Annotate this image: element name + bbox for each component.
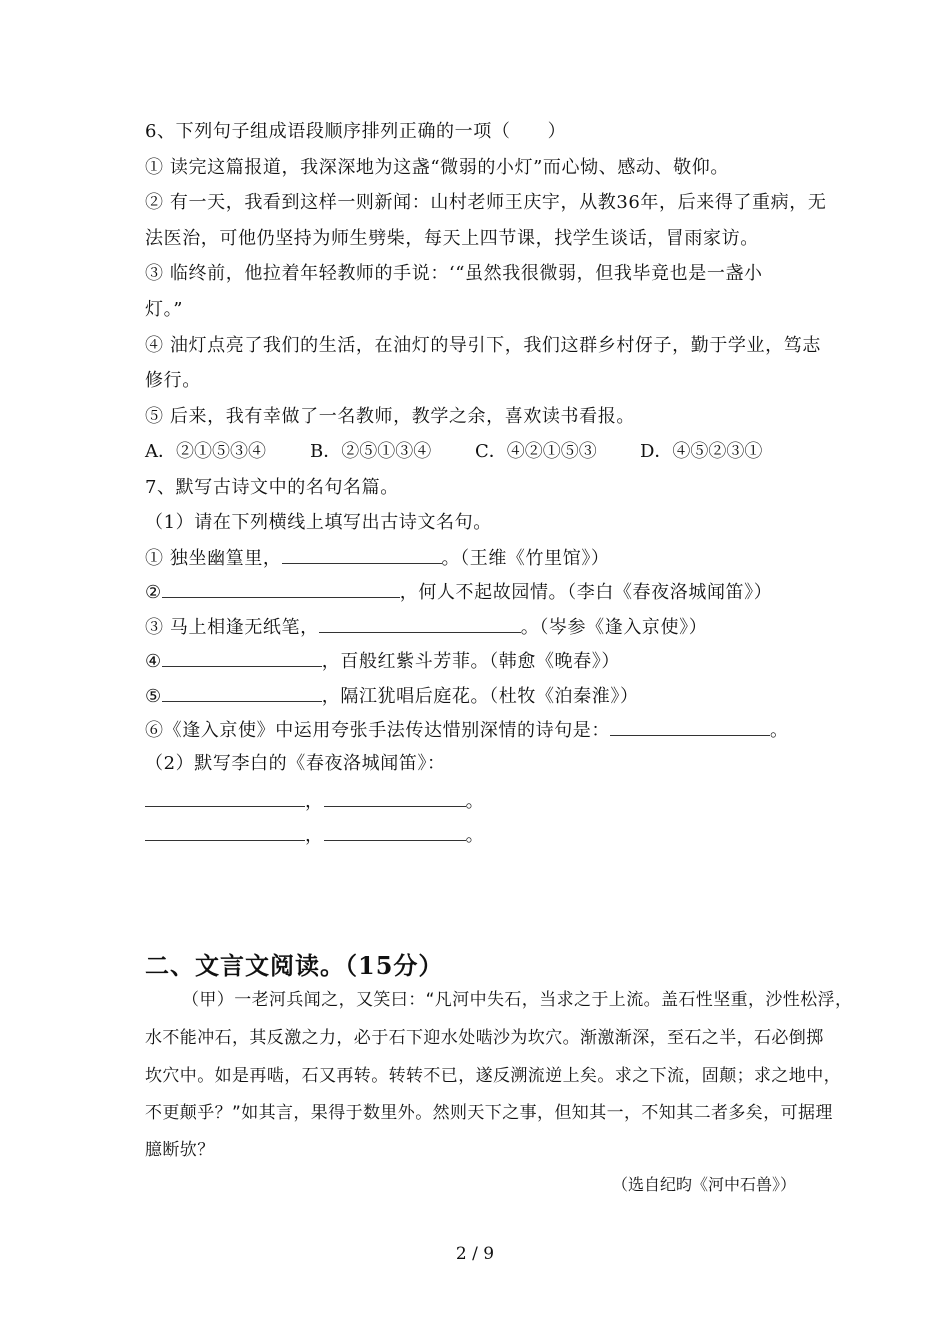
q7-item-3 bbox=[145, 614, 707, 640]
q7-item-6-tail: 。 bbox=[770, 720, 789, 741]
q6-sentence-1: ① 读完这篇报道，我深深地为这盏“微弱的小灯”而心恸、感动、敬仰。 bbox=[145, 157, 729, 178]
q7-item-2-lead: ② bbox=[145, 582, 162, 603]
q6-option-a: A．②①⑤③④ bbox=[145, 441, 266, 462]
poem-comma: ， bbox=[305, 825, 324, 846]
q6-sentence-2a: ② 有一天，我看到这样一则新闻：山村老师王庆宇，从教36年，后来得了重病，无 bbox=[145, 192, 827, 213]
passage-line-4: 不更颠乎？”如其言，果得于数里外。然则天下之事，但知其一，不知其二者多矣，可据理 bbox=[145, 1103, 833, 1123]
q7-item-5-tail: ，隔江犹唱后庭花。（杜牧《泊秦淮》） bbox=[321, 686, 639, 707]
q7-item-5 bbox=[145, 683, 639, 709]
q7-item-4-lead: ④ bbox=[145, 651, 162, 672]
q6-sentence-3a: ③ 临终前，他拉着年轻教师的手说：‘“虽然我很微弱，但我毕竟也是一盏小 bbox=[145, 263, 763, 284]
answer-blank[interactable] bbox=[145, 788, 305, 807]
q7-item-1-tail: 。（王维《竹里馆》） bbox=[441, 548, 610, 569]
q7-sub1: （1）请在下列横线上填写出古诗文名句。 bbox=[145, 512, 492, 533]
q7-item-4-tail: ，百般红紫斗芳菲。（韩愈《晚春》） bbox=[321, 651, 620, 672]
q6-sentence-3b: 灯。” bbox=[145, 299, 184, 320]
answer-blank[interactable] bbox=[610, 717, 770, 736]
poem-comma: ， bbox=[305, 791, 324, 812]
q7-sub2: （2）默写李白的《春夜洛城闻笛》： bbox=[145, 753, 446, 774]
answer-blank[interactable] bbox=[324, 788, 466, 807]
q6-sentence-2b: 法医治，可他仍坚持为师生劈柴，每天上四节课，找学生谈话，冒雨家访。 bbox=[145, 228, 759, 249]
poem-period: 。 bbox=[465, 825, 485, 846]
poem-line-1 bbox=[145, 788, 484, 814]
q7-item-4 bbox=[145, 648, 620, 674]
q7-item-6-lead: ⑥《逢入京使》中运用夸张手法传达惜别深情的诗句是： bbox=[145, 720, 610, 741]
answer-blank[interactable] bbox=[162, 648, 322, 667]
q6-title: 6、下列句子组成语段顺序排列正确的一项（ ） bbox=[145, 121, 567, 142]
q7-item-2 bbox=[145, 579, 772, 605]
passage-line-5: 臆断欤？ bbox=[145, 1140, 215, 1160]
passage-line-2: 水不能冲石，其反激之力，必于石下迎水处啮沙为坎穴。渐激渐深，至石之半，石必倒掷 bbox=[145, 1028, 824, 1048]
q6-option-b: B．②⑤①③④ bbox=[310, 441, 432, 462]
q7-item-3-lead: ③ 马上相逢无纸笔， bbox=[145, 617, 319, 638]
passage-line-1: （甲）一老河兵闻之，又笑曰：“凡河中失石，当求之于上流。盖石性坚重，沙性松浮， bbox=[182, 990, 853, 1010]
passage-line-3: 坎穴中。如是再啮，石又再转。转转不已，遂反溯流逆上矣。求之下流，固颠；求之地中， bbox=[145, 1066, 841, 1086]
q7-item-3-tail: 。（岑参《逢入京使》） bbox=[520, 617, 708, 638]
section-heading: 二、文言文阅读。（15分） bbox=[145, 951, 444, 980]
q7-title: 7、默写古诗文中的名句名篇。 bbox=[145, 477, 399, 498]
q7-item-1-lead: ① 独坐幽篁里， bbox=[145, 548, 282, 569]
q7-item-1 bbox=[145, 545, 610, 571]
passage-source: （选自纪昀《河中石兽》） bbox=[612, 1175, 797, 1194]
answer-blank[interactable] bbox=[324, 822, 466, 841]
q6-option-d: D．④⑤②③① bbox=[640, 441, 763, 462]
q6-sentence-5: ⑤ 后来，我有幸做了一名教师，教学之余，喜欢读书看报。 bbox=[145, 406, 635, 427]
q6-sentence-4b: 修行。 bbox=[145, 370, 201, 391]
poem-period: 。 bbox=[465, 791, 485, 812]
page-number: 2 / 9 bbox=[455, 1244, 495, 1264]
q6-option-c: C．④②①⑤③ bbox=[475, 441, 597, 462]
poem-line-2 bbox=[145, 822, 484, 848]
q7-item-2-tail: ，何人不起故园情。（李白《春夜洛城闻笛》） bbox=[399, 582, 773, 603]
answer-blank[interactable] bbox=[162, 683, 322, 702]
answer-blank[interactable] bbox=[282, 545, 442, 564]
answer-blank[interactable] bbox=[162, 579, 400, 598]
answer-blank[interactable] bbox=[145, 822, 305, 841]
q7-item-6 bbox=[145, 717, 789, 743]
answer-blank[interactable] bbox=[319, 614, 521, 633]
q6-sentence-4a: ④ 油灯点亮了我们的生活，在油灯的导引下，我们这群乡村伢子，勤于学业，笃志 bbox=[145, 335, 821, 356]
q7-item-5-lead: ⑤ bbox=[145, 686, 162, 707]
